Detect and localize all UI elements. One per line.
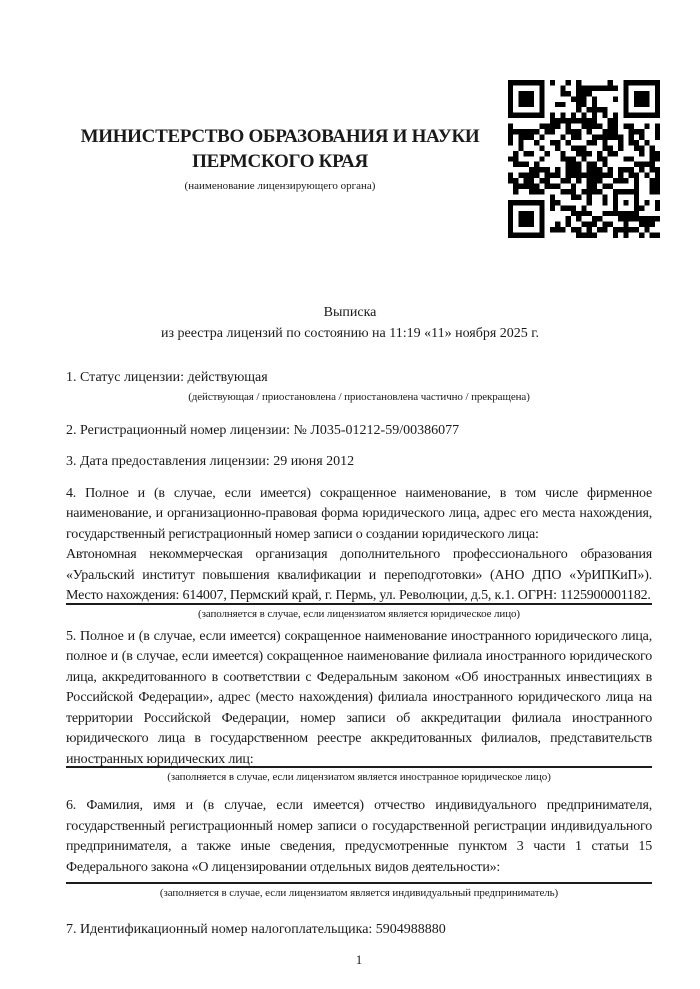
item-license-date (66, 452, 652, 473)
authority-caption: (наименование лицензирующего органа) (184, 180, 376, 192)
footnote: (заполняется в случае, если лицензиатом является индивидуальный предприниматель) (159, 887, 559, 899)
authority-name-line2: ПЕРМСКОГО КРАЯ (192, 151, 368, 172)
item-foreign-entity (66, 627, 652, 785)
qr-code-icon (508, 80, 660, 238)
title-line1: Выписка (323, 305, 377, 320)
item-individual-entrepreneur (66, 796, 652, 900)
item-text: 4. Полное и (в случае, если имеется) сокращенное наименование, в том числе фирменное наименование, и организационно-правовая форма юридического лица, адрес его места нахождения, государственный регистрационный номер записи о создании юридического лица: (66, 485, 652, 542)
footnote: (действующая / приостановлена / приостановлена частично / прекращена) (188, 390, 530, 403)
item-taxpayer-number (66, 920, 652, 941)
footnote: (заполняется в случае, если лицензиатом является иностранное юридическое лицо) (167, 771, 551, 783)
document-body (0, 368, 700, 968)
item-text: 6. Фамилия, имя и (в случае, если имеется) отчество индивидуального предпринимателя, государственный регистрационный номер записи о государственной регистрации индивидуального предпринимателя, а также иные сведения, предусмотренные пунктом 3 части 1 статьи 15 Федерального закона «О лицензировании отдельных видов деятельности»: (66, 798, 652, 875)
authority-name-line1: МИНИСТЕРСТВО ОБРАЗОВАНИЯ И НАУКИ (80, 126, 480, 147)
item-text: 7. Идентификационный номер налогоплательщика: 5904988880 (66, 922, 446, 937)
answer-line (66, 882, 652, 884)
item-legal-entity (66, 484, 652, 621)
item-answer: Автономная некоммерческая организация дополнительного профессионального образования «Уральский институт повышения квалификации и переподготовки» (АНО ДПО «УрИПКиП»). Место нахождения: 614007, Пермский край, г. Пермь, ул. Революции, д.5, к.1. ОГРН: 1125900001182. (66, 547, 652, 603)
licensing-authority-block (66, 80, 508, 193)
page-number: 1 (355, 951, 363, 967)
item-text: 3. Дата предоставления лицензии: 29 июня 2012 (66, 454, 355, 469)
item-license-status (66, 368, 652, 404)
document-title (0, 302, 700, 344)
item-registration-number (66, 421, 652, 442)
item-text: 2. Регистрационный номер лицензии: № Л035-01212-59/00386077 (66, 422, 460, 438)
title-line2: из реестра лицензий по состоянию на 11:19 «11» ноября 2025 г. (161, 326, 539, 341)
footnote: (заполняется в случае, если лицензиатом является юридическое лицо) (198, 607, 520, 620)
item-text: 1. Статус лицензии: действующая (66, 370, 268, 385)
document-header (0, 80, 700, 238)
item-text: 5. Полное и (в случае, если имеется) сокращенное наименование иностранного юридического лица, полное и (в случае, если имеется) сокращенное наименование филиала иностранного юридического лица, аккредитованного в соответствии с Федеральным законом «Об иностранных инвестициях в Российской Федерации», адрес (место нахождения) филиала иностранного юридического лица на территории Российской Федерации, номер записи об аккредитации филиала иностранного юридического лица в государственном реестре аккредитованных филиалов, представительств иностранных юридических лиц: (66, 628, 652, 767)
qr-code-container (508, 80, 660, 238)
